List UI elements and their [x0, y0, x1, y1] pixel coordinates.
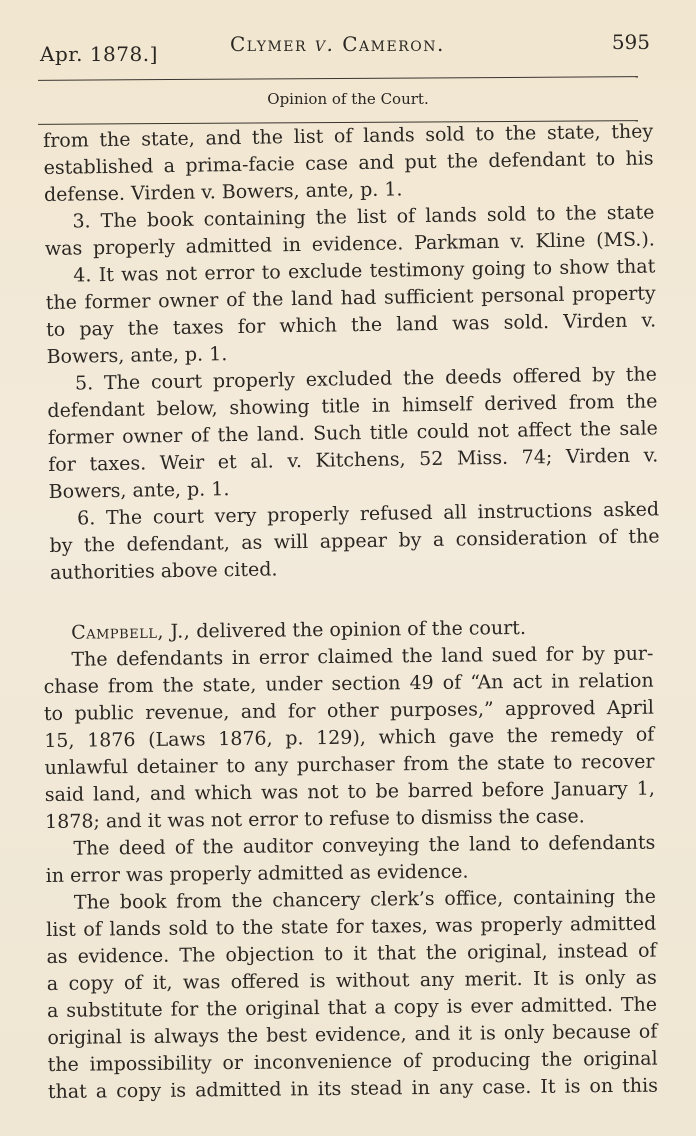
text-line: to pay the taxes for which the land was sold. Virden v. [46, 309, 657, 341]
header-date: Apr. 1878.] [40, 42, 158, 66]
header-rule-top [38, 76, 638, 81]
text-line: The defendants in error claimed the land sued for by pur- [71, 642, 654, 671]
text-line: a copy of it, was offered is without any merit. It is only as [46, 966, 657, 995]
header-versus: v. [314, 32, 335, 56]
opinion-text [43, 614, 658, 1106]
text-line: 4. It was not error to exclude testimony going to show that [73, 255, 656, 287]
text-line: unlawful detainer to any purchaser from the state to recover [44, 750, 655, 779]
page-number: 595 [611, 30, 650, 54]
header-party-left: Clymer [230, 32, 308, 56]
text-line: defense. Virden v. Bowers, ante, p. 1. [43, 178, 403, 206]
judge-name: Campbell, J., [71, 620, 191, 644]
text-line: the former owner of the land had sufficient personal property [45, 282, 656, 314]
text-line: The book from the chancery clerk’s office, containing the [73, 885, 657, 914]
text-line: The deed of the auditor conveying the land to defendants [73, 831, 656, 860]
text-line: by the defendant, as will appear by a consideration of the [49, 525, 660, 557]
text-line: said land, and which was not to be barred before January 1, [44, 777, 655, 806]
running-header [38, 28, 652, 64]
text-line: for taxes. Weir et al. v. Kitchens, 52 Miss. 74; Virden v. [48, 444, 659, 476]
text-line: chase from the state, under section 49 of “An act in relation [43, 669, 654, 698]
text-line: 6. The court very properly refused all instructions asked [76, 498, 660, 530]
text-line: in error was properly admitted as evidence. [45, 860, 469, 887]
text-line: 15, 1876 (Laws 1876, p. 129), which gave the remedy of [44, 723, 655, 752]
text-line: 3. The book containing the list of lands sold to the state [72, 201, 655, 233]
header-party-right: Cameron. [342, 32, 445, 56]
text-line: a substitute for the original that a copy is ever admitted. The [46, 993, 658, 1022]
text-line: list of lands sold to the state for taxes, was properly admitted [46, 912, 657, 941]
text-line: Bowers, ante, p. 1. [46, 343, 228, 368]
text-line: the impossibility or inconvenience of producing the original [47, 1047, 658, 1076]
text-line: 5. The court properly excluded the deeds offered by the [74, 363, 658, 395]
text-line: authorities above cited. [49, 558, 278, 584]
text-line: was properly admitted in evidence. Parkman v. Kline (MS.). [44, 228, 655, 260]
text-line: 1878; and it was not error to refuse to dismiss the case. [45, 805, 585, 833]
text-line: as evidence. The objection to it that the original, instead of [46, 939, 657, 968]
text-line: defendant below, showing title in himself derived from the [47, 390, 658, 422]
syllabus-text [43, 118, 660, 587]
text-line: established a prima-facie case and put the defendant to his [43, 147, 654, 179]
text-line: Bowers, ante, p. 1. [48, 478, 230, 503]
text-line: from the state, and the list of lands sold to the state, they [43, 120, 654, 152]
text-line: that a copy is admitted in its stead in any case. It is on this [47, 1074, 659, 1103]
header-case-title [230, 32, 445, 56]
text-line: original is always the best evidence, and it is only because of [47, 1020, 658, 1049]
section-subheading: Opinion of the Court. [267, 90, 429, 108]
text-line: former owner of the land. Such title could not affect the sale [47, 417, 658, 449]
opinion-delivered: delivered the opinion of the court. [196, 616, 527, 643]
text-line: to public revenue, and for other purposes,” approved April [43, 696, 655, 725]
